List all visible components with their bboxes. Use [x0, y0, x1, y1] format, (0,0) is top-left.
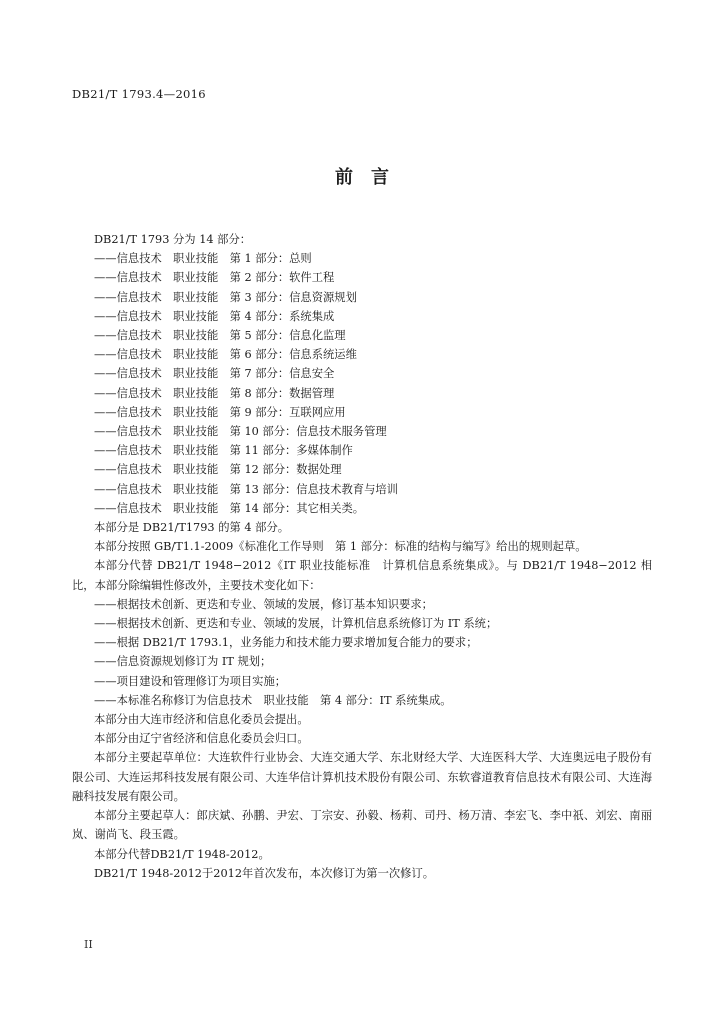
drafters-paragraph: 本部分主要起草人：郎庆斌、孙鹏、尹宏、丁宗安、孙毅、杨莉、司丹、杨万清、李宏飞、李中祇、刘宏、南丽岚、谢尚飞、段玉霞。	[72, 809, 652, 842]
managed-by-statement: 本部分由辽宁省经济和信息化委员会归口。	[94, 732, 309, 746]
replaces-paragraph: 本部分代替 DB21/T 1948−2012《IT 职业技能标准 计算机信息系统集成》。与 DB21/T 1948−2012 相比，本部分除编辑性修改外，主要技术变化如下：	[72, 559, 652, 592]
part-list-item: ——信息技术 职业技能 第 4 部分：系统集成	[94, 309, 335, 323]
part-list-item: ——信息技术 职业技能 第 6 部分：信息系统运维	[94, 348, 357, 362]
part-list-item: ——信息技术 职业技能 第 8 部分：数据管理	[94, 386, 335, 400]
page-title: 前言	[335, 167, 407, 188]
page-number: II	[84, 938, 93, 951]
change-list-item: ——根据技术创新、更迭和专业、领域的发展，计算机信息系统修订为 IT 系统；	[94, 617, 498, 631]
change-list-item: ——根据技术创新、更迭和专业、领域的发展，修订基本知识要求；	[94, 597, 433, 611]
change-list-item: ——根据 DB21/T 1793.1，业务能力和技术能力要求增加复合能力的要求；	[94, 636, 478, 650]
drafting-units-paragraph: 本部分主要起草单位：大连软件行业协会、大连交通大学、东北财经大学、大连医科大学、大连奥远电子股份有限公司、大连运邦科技发展有限公司、大连华信计算机技术股份有限公司、东软睿道教育信息技术有限公司、大连海融科技发展有限公司。	[72, 751, 652, 803]
part-list-item: ——信息技术 职业技能 第 12 部分：数据处理	[94, 463, 342, 477]
part-list-item: ——信息技术 职业技能 第 13 部分：信息技术教育与培训	[94, 482, 398, 496]
change-list-item: ——本标准名称修订为信息技术 职业技能 第 4 部分：IT 系统集成。	[94, 693, 452, 707]
part-list-item: ——信息技术 职业技能 第 11 部分：多媒体制作	[94, 444, 353, 458]
part-list-item: ——信息技术 职业技能 第 3 部分：信息资源规划	[94, 290, 357, 304]
part-of-statement: 本部分是 DB21/T1793 的第 4 部分。	[94, 521, 290, 535]
intro-line: DB21/T 1793 分为 14 部分：	[94, 233, 252, 246]
part-list-item: ——信息技术 职业技能 第 2 部分：软件工程	[94, 271, 335, 285]
part-list-item: ——信息技术 职业技能 第 5 部分：信息化监理	[94, 329, 346, 343]
drafting-rule-statement: 本部分按照 GB/T1.1-2009《标准化工作导则 第 1 部分：标准的结构与编写》给出的规则起草。	[94, 540, 587, 554]
part-list-item: ——信息技术 职业技能 第 9 部分：互联网应用	[94, 405, 346, 419]
part-list-item: ——信息技术 职业技能 第 14 部分：其它相关类。	[94, 501, 365, 515]
change-list-item: ——信息资源规划修订为 IT 规划；	[94, 655, 272, 669]
change-list-item: ——项目建设和管理修订为项目实施；	[94, 674, 287, 688]
part-list-item: ——信息技术 职业技能 第 1 部分：总则	[94, 252, 312, 266]
part-list-item: ——信息技术 职业技能 第 7 部分：信息安全	[94, 367, 335, 381]
part-list-item: ——信息技术 职业技能 第 10 部分：信息技术服务管理	[94, 425, 387, 439]
foreword-body	[72, 230, 652, 883]
proposed-by-statement: 本部分由大连市经济和信息化委员会提出。	[94, 713, 309, 727]
replaced-standard-statement: 本部分代替DB21/T 1948-2012。	[94, 847, 270, 861]
document-code: DB21/T 1793.4—2016	[72, 87, 206, 101]
history-statement: DB21/T 1948-2012于2012年首次发布，本次修订为第一次修订。	[94, 866, 435, 880]
